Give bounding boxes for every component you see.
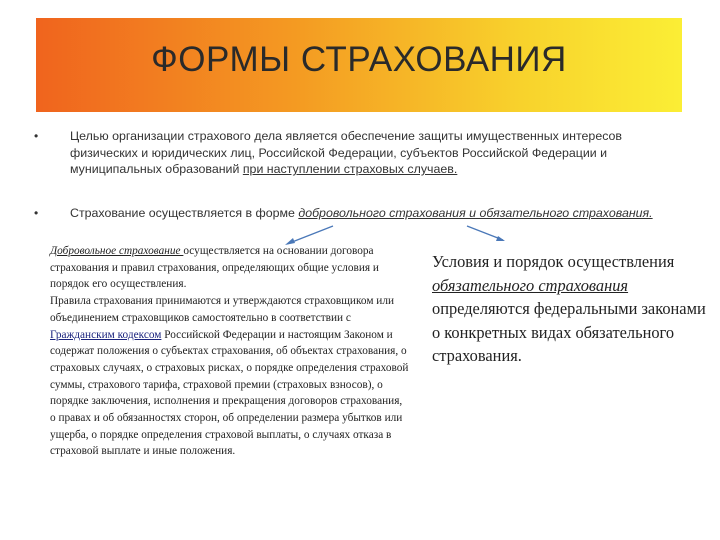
rules-text-a: Правила страхования принимаются и утверждаются страховщиком или объединением страховщиков самостоятельно в соответствии с <box>50 295 395 324</box>
bullet-marker: • <box>34 129 39 143</box>
bullet-text-main: Страхование осуществляется в форме <box>70 206 299 220</box>
mandatory-insurance-text <box>432 250 712 368</box>
bullet-marker: • <box>34 206 39 220</box>
mandatory-text-b: определяются федеральными законами о конкретных видах обязательного страхования. <box>432 299 706 365</box>
bullet-text-underlined: добровольного страхования и обязательного страхования. <box>298 206 653 220</box>
mandatory-text-a: Условия и порядок осуществления <box>432 252 675 271</box>
arrow-right-head <box>496 236 505 241</box>
rules-text-b: Российской Федерации и настоящим Законом и содержат положения о субъектах страхования, об объектах страхования, о страховых случаях, о страховых рисках, о порядке определения страховой суммы, страхового тарифа, страховой премии (страховых взносов), о порядке заключения, исполнения и прекращения договоров страхования, о правах и об обязанностях сторон, об определении размера убытков или ущерба, о порядке определения страховой выплаты, о случаях отказа в страховой выплате и иные положения. <box>50 328 409 458</box>
bullet-text-underlined: при наступлении страховых случаев. <box>242 162 458 176</box>
bullet-text-main: Целью организации страхового дела является обеспечение защиты имущественных интересов физических и юридических лиц, Российской Федерации, субъектов Российской Федерации и муниципальных образований <box>70 129 623 176</box>
voluntary-insurance-text <box>50 243 410 460</box>
voluntary-paragraph-2 <box>50 293 410 460</box>
voluntary-definition: осуществляется на основании договора страхования и правил страхования, определяющих общие условия и порядок его осуществления. <box>50 245 379 291</box>
mandatory-term: обязательного страхования <box>432 275 629 295</box>
voluntary-term: Добровольное страхование <box>50 245 184 257</box>
civil-code-link[interactable]: Гражданским кодексом <box>50 328 162 341</box>
voluntary-paragraph-1 <box>50 243 410 293</box>
slide-title: ФОРМЫ СТРАХОВАНИЯ <box>151 40 567 79</box>
